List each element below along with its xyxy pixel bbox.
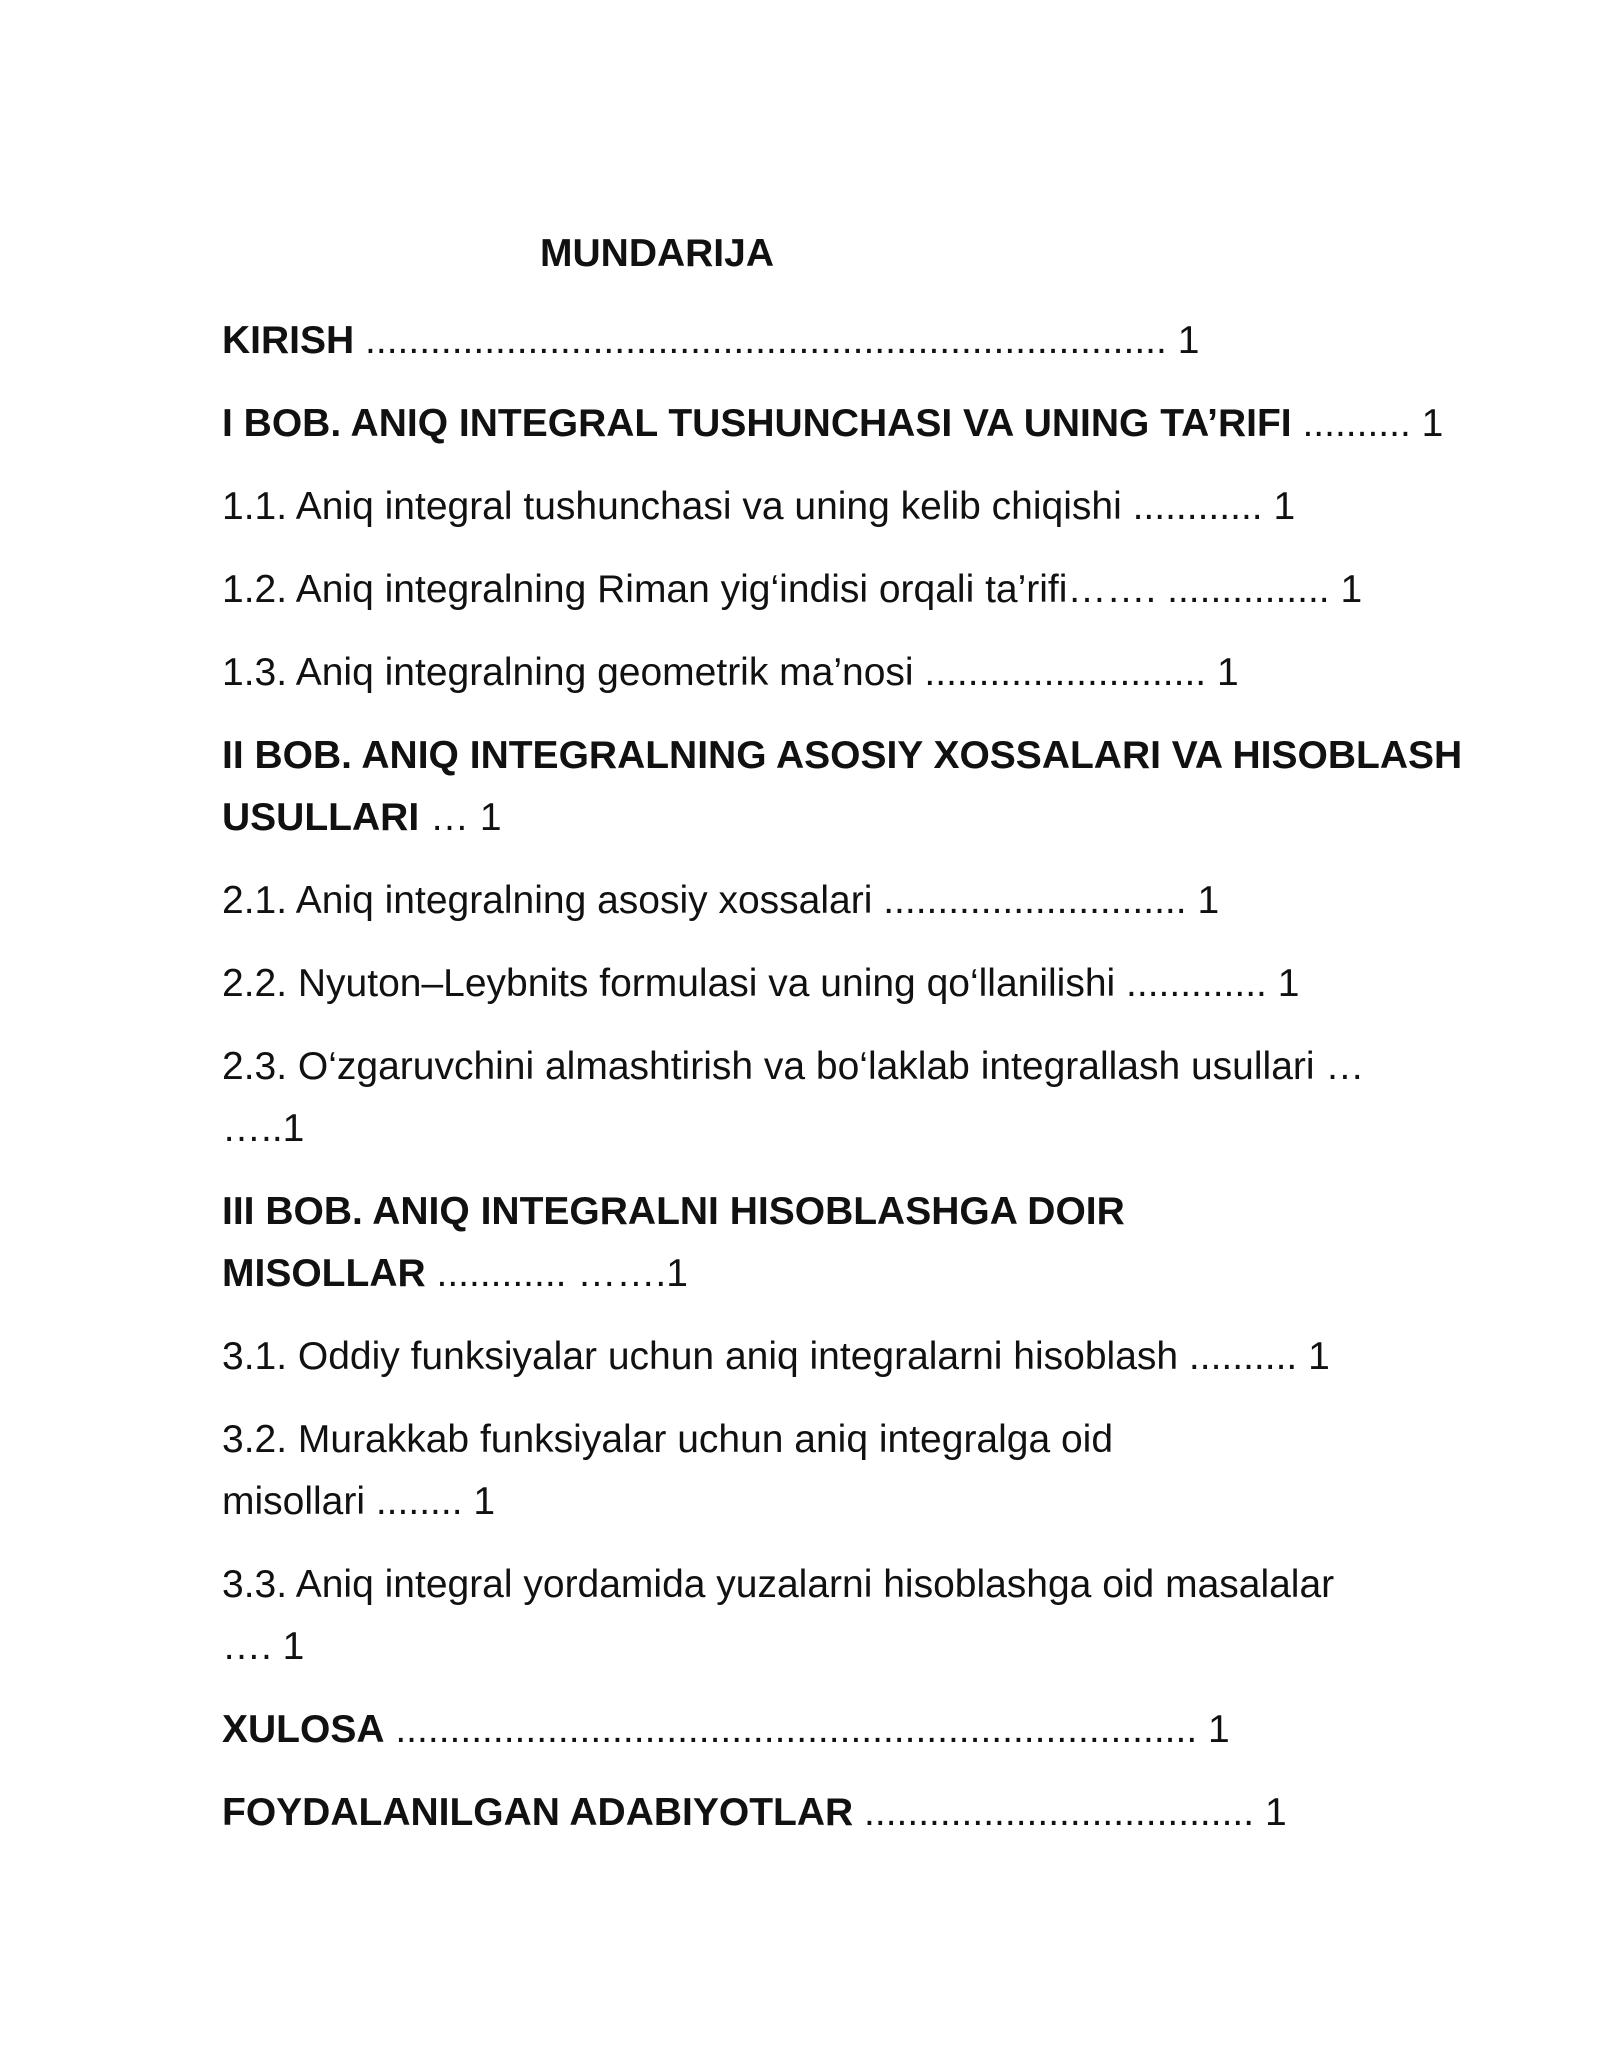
toc-entry-page: 1 [1297,1335,1330,1378]
toc-entry-leader: .................................... [853,1791,1255,1834]
toc-entry-title: KIRISH [222,319,355,362]
toc-entry-title: XULOSA [222,1708,385,1751]
toc-entry-leader: ……. ............... [1067,568,1330,611]
toc-entry-leader: ….. [222,1107,283,1150]
toc-entry-title: 3.1. Oddiy funksiyalar uchun aniq integralarni hisoblash [222,1335,1179,1378]
toc-entry-title-line2: MISOLLAR [222,1252,426,1295]
toc-entry-leader: ........ [365,1480,463,1523]
toc-entry-title-line1: 3.3. Aniq integral yordamida yuzalarni hisoblashga oid masalalar [222,1563,1335,1606]
toc-entry-page: 1 [1197,1708,1230,1751]
toc-list [222,310,1492,1865]
toc-entry-title: 1.2. Aniq integralning Riman yig‘indisi orqali ta’rifi [222,568,1068,611]
toc-entry-leader: .......... [1178,1335,1298,1378]
toc-entry-leader: ............ ……. [425,1252,667,1295]
toc-entry-page: 1 [1410,402,1444,445]
toc-entry-leader: .......... [1291,402,1411,445]
toc-entry-leader: .......................... [913,651,1207,694]
toc-entry-title-line1: 3.2. Murakkab funksiyalar uchun aniq integralga oid [222,1418,1114,1461]
toc-entry-page: 1 [1166,319,1200,362]
toc-entry-leader: … [419,796,469,839]
toc-entry-title: FOYDALANILGAN ADABIYOTLAR [222,1791,854,1834]
toc-entry-title-line2: misollari [222,1480,366,1523]
toc-entry-leader: ............. [1115,962,1267,1005]
toc-entry-page: 1 [282,1107,305,1150]
toc-entry-title-line2: USULLARI [222,796,420,839]
toc-entry-title: 1.3. Aniq integralning geometrik ma’nosi [222,651,914,694]
toc-entry-1-1 [222,476,1492,538]
toc-entry-leader: .......................................................................... [354,319,1167,362]
toc-entry-title: 2.1. Aniq integralning asosiy xossalari [222,879,873,922]
toc-entry-page: 1 [1254,1791,1287,1834]
toc-entry-title: 1.1. Aniq integral tushunchasi va uning kelib chiqishi [222,485,1122,528]
toc-entry-leader: ............................ [872,879,1187,922]
toc-entry-page: 1 [1262,485,1296,528]
toc-entry-leader: .......................................................................... [384,1708,1198,1751]
toc-entry-chapter-3 [222,1181,1492,1305]
toc-entry-title: 2.2. Nyuton–Leybnits formulasi va uning qo‘llanilishi [222,962,1116,1005]
toc-entry-2-2 [222,953,1492,1015]
toc-entry-page: 1 [271,1625,305,1668]
toc-entry-chapter-1 [222,393,1492,455]
toc-entry-3-2 [222,1409,1492,1533]
toc-entry-leader: ............ [1121,485,1263,528]
toc-entry-page: 1 [1206,651,1239,694]
toc-entry-2-1 [222,870,1492,932]
toc-entry-page: 1 [469,796,502,839]
toc-entry-page: 1 [1329,568,1363,611]
toc-entry-chapter-2 [222,725,1492,849]
toc-entry-page: 1 [1186,879,1220,922]
toc-entry-title-line1: II BOB. ANIQ INTEGRALNING ASOSIY XOSSALARI VA HISOBLASH [222,734,1463,777]
toc-entry-xulosa [222,1699,1492,1761]
toc-entry-title: I BOB. ANIQ INTEGRAL TUSHUNCHASI VA UNING TA’RIFI [222,402,1292,445]
toc-entry-page: 1 [666,1252,688,1295]
toc-entry-3-1 [222,1326,1492,1388]
toc-entry-page: 1 [462,1480,496,1523]
toc-entry-2-3 [222,1036,1492,1160]
toc-entry-references [222,1782,1492,1844]
toc-entry-leader: …. [222,1625,272,1668]
toc-entry-1-2 [222,559,1492,621]
toc-entry-kirish [222,310,1492,372]
toc-heading: MUNDARIJA [540,232,774,275]
toc-entry-title-line1: 2.3. O‘zgaruvchini almashtirish va bo‘laklab integrallash usullari … [222,1045,1365,1088]
toc-entry-title-line1: III BOB. ANIQ INTEGRALNI HISOBLASHGA DOIR [222,1190,1125,1233]
toc-entry-1-3 [222,642,1492,704]
toc-entry-3-3 [222,1554,1492,1678]
toc-entry-page: 1 [1266,962,1300,1005]
